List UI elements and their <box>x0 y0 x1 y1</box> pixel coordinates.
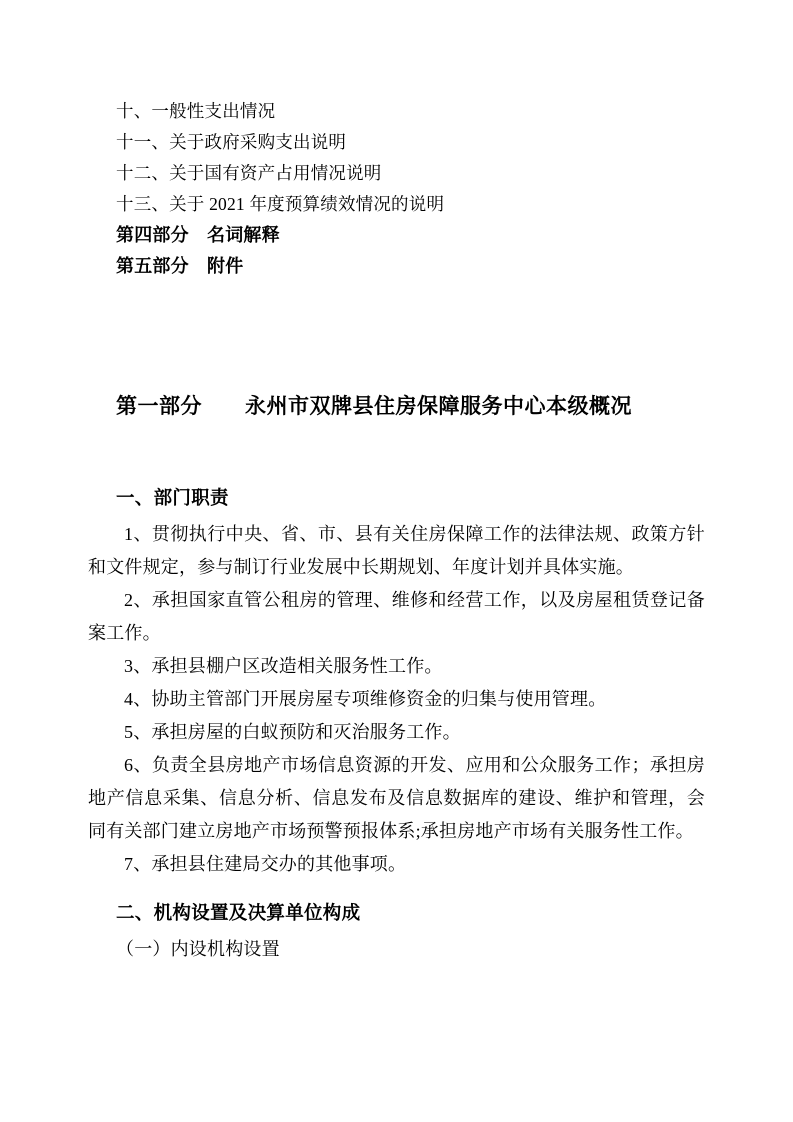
toc-item: 第五部分 附件 <box>116 256 244 276</box>
toc-item: 十、一般性支出情况 <box>116 101 276 121</box>
paragraph: 7、承担县住建局交办的其他事项。 <box>124 854 407 874</box>
paragraph: 3、承担县棚户区改造相关服务性工作。 <box>124 656 443 676</box>
section-heading-structure: 二、机构设置及决算单位构成 <box>116 904 361 924</box>
paragraph: 6、负责全县房地产市场信息资源的开发、应用和公众服务工作；承担房地产信息采集、信息分析、信息发布及信息数据库的建设、维护和管理，会同有关部门建立房地产市场预警预报体系;承担房地产市场有关服务性工作。 <box>88 755 705 841</box>
section-heading-duties: 一、部门职责 <box>116 489 229 509</box>
table-of-contents <box>88 96 705 282</box>
paragraph: 5、承担房屋的白蚁预防和灭治服务工作。 <box>124 722 461 742</box>
paragraph: 2、承担国家直管公租房的管理、维修和经营工作，以及房屋租赁登记备案工作。 <box>88 590 705 643</box>
paragraph: 1、贯彻执行中央、省、市、县有关住房保障工作的法律法规、政策方针和文件规定，参与制订行业发展中长期规划、年度计划并具体实施。 <box>88 524 705 577</box>
toc-item: 第四部分 名词解释 <box>116 225 280 245</box>
toc-item: 十二、关于国有资产占用情况说明 <box>116 163 382 183</box>
paragraph: （一）内设机构设置 <box>116 939 280 959</box>
page-title: 第一部分 永州市双牌县住房保障服务中心本级概况 <box>116 394 632 418</box>
toc-item: 十一、关于政府采购支出说明 <box>116 132 347 152</box>
section-spacer <box>88 282 705 390</box>
paragraph-spacer <box>88 881 705 893</box>
paragraph: 4、协助主管部门开展房屋专项维修资金的归集与使用管理。 <box>124 689 607 709</box>
toc-item: 十三、关于 2021 年度预算绩效情况的说明 <box>116 194 445 214</box>
